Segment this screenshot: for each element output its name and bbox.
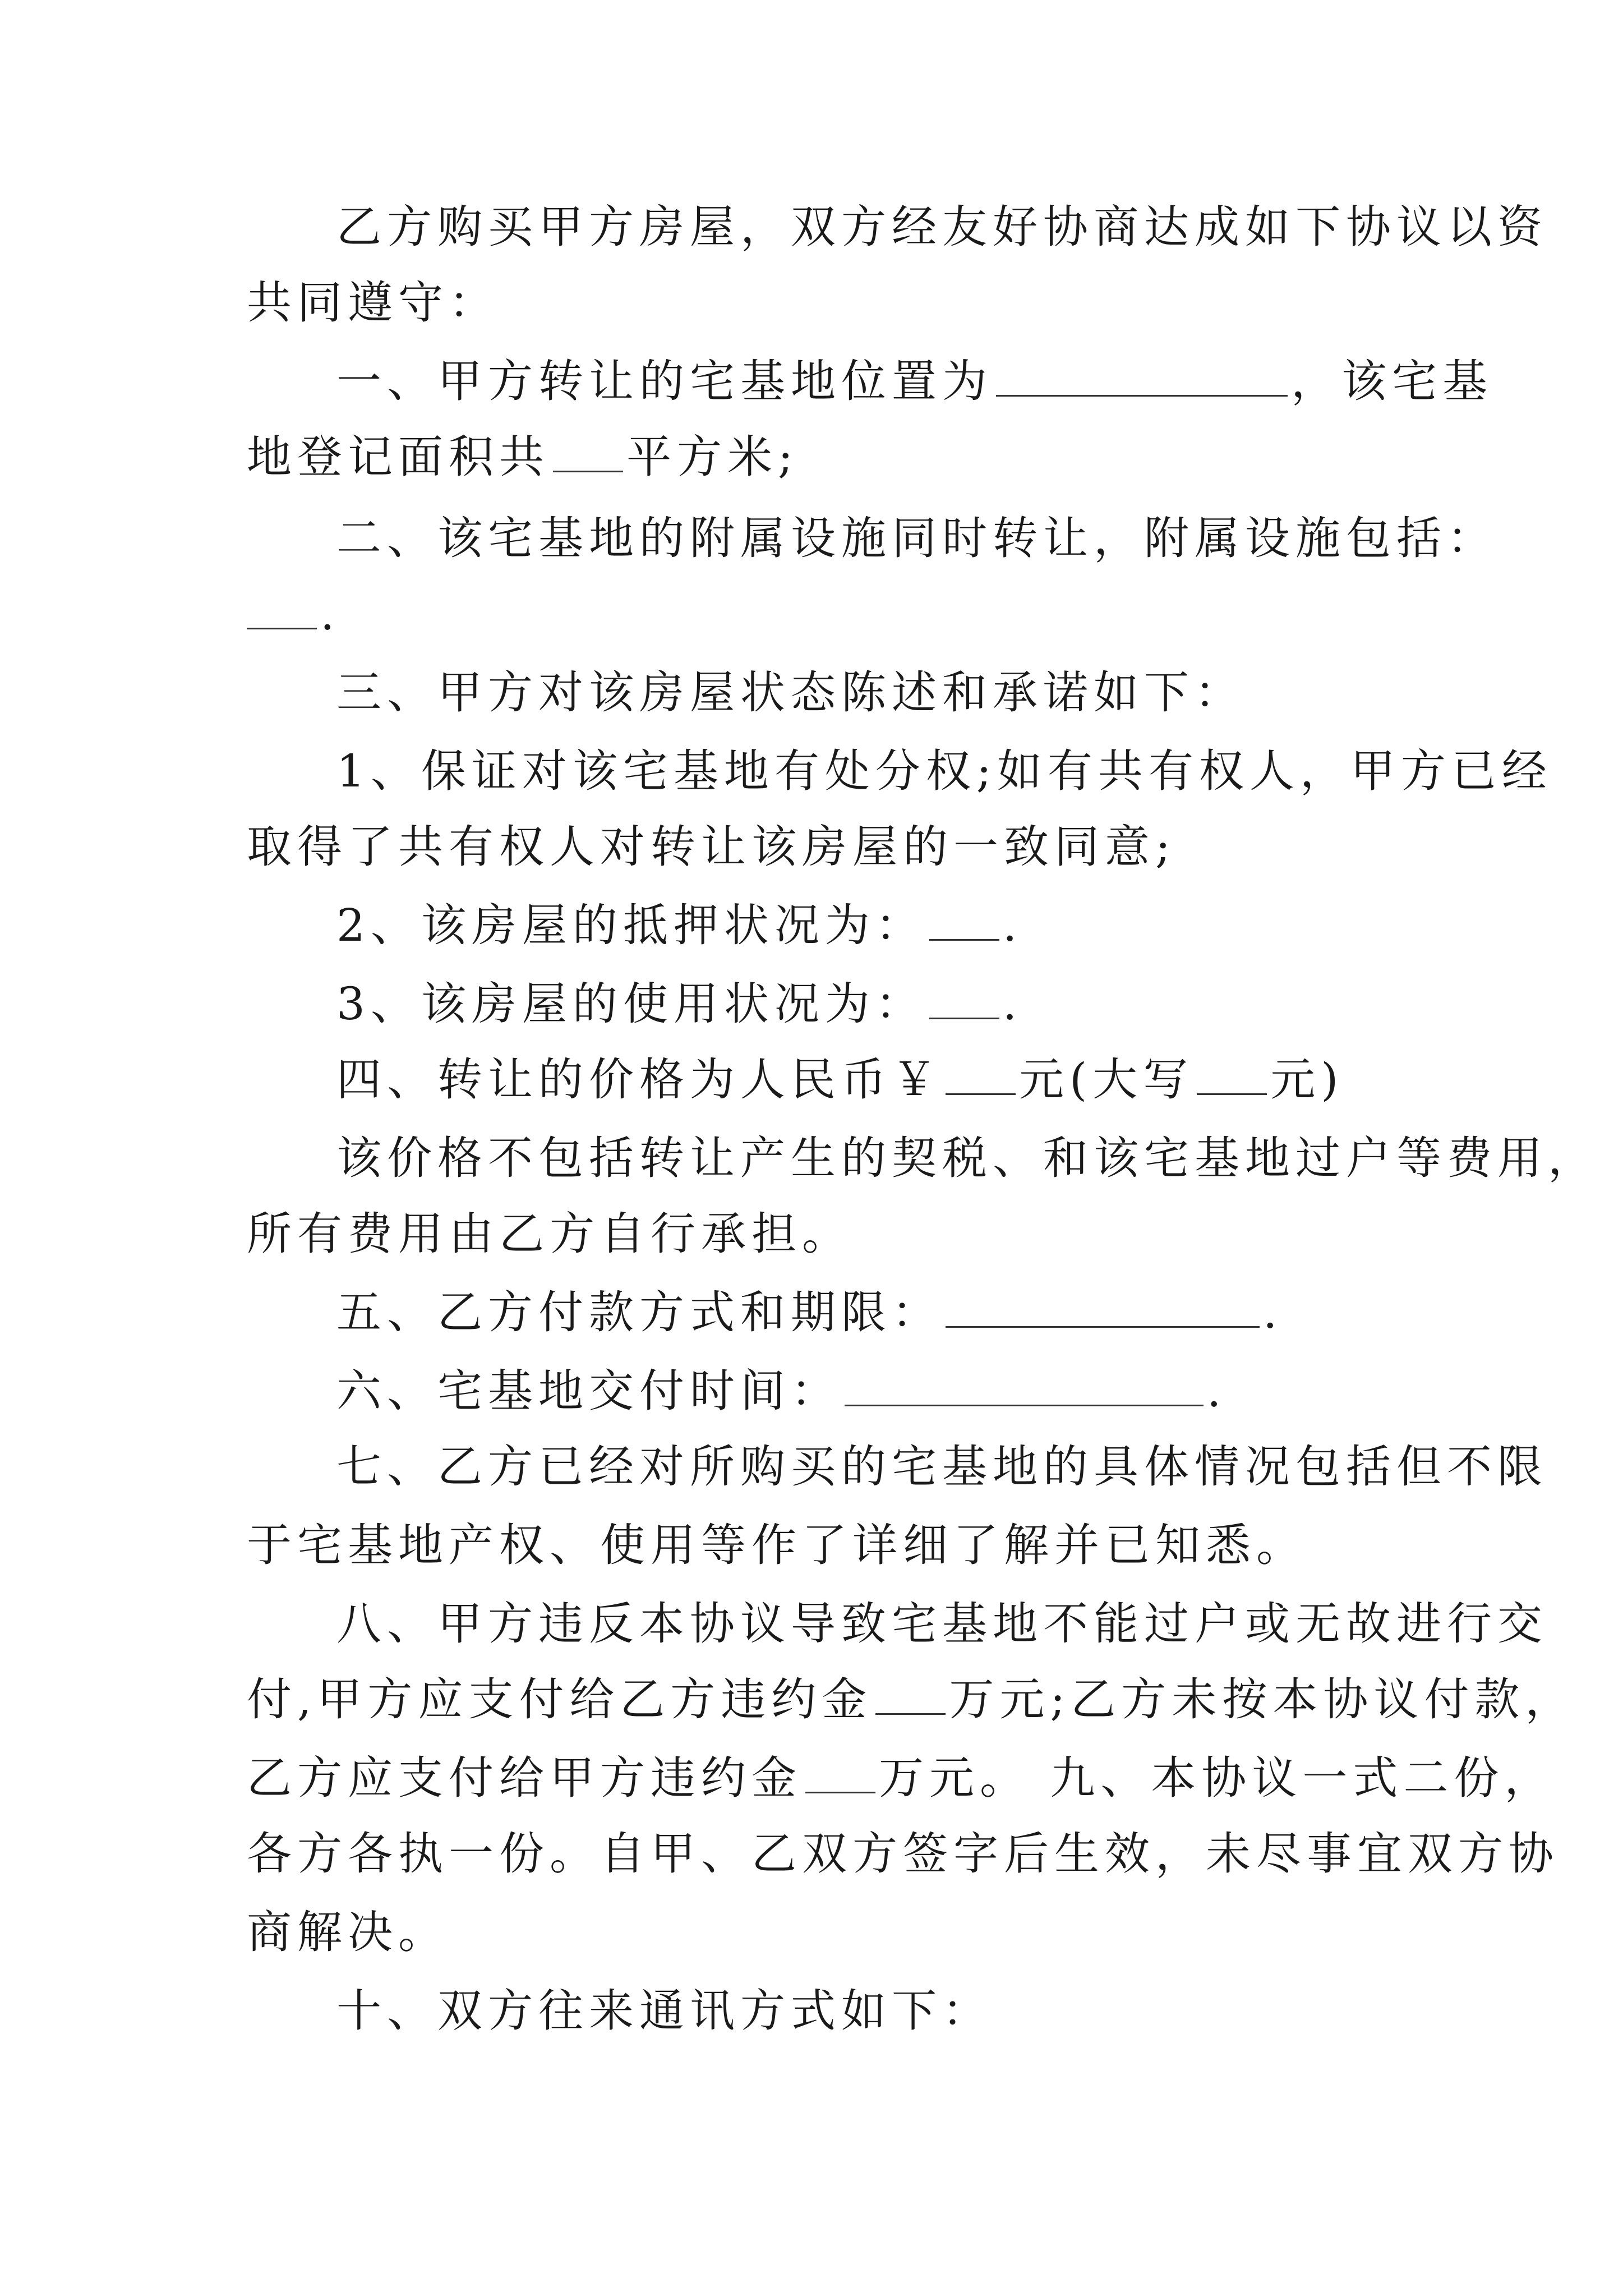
line-text: . — [1002, 978, 1023, 1030]
paragraph-line — [247, 1826, 1559, 1882]
line-text: 共同遵守： — [247, 277, 499, 329]
line-text: 商解决。 — [247, 1906, 449, 1958]
paragraph-line — [247, 1904, 449, 1961]
paragraph-line — [247, 743, 1552, 799]
line-text: 平方米; — [626, 431, 799, 483]
line-text: 1、保证对该宅基地有处分权;如有共有权人，甲方已经 — [336, 745, 1552, 797]
blank-area — [553, 436, 623, 472]
line-text: 2、该房屋的抵押状况为： — [336, 899, 926, 951]
paragraph-line — [247, 275, 499, 331]
line-text: . — [320, 588, 340, 640]
paragraph-line — [247, 665, 1245, 721]
blank-price — [946, 1059, 1016, 1095]
line-text: 四、转让的价格为人民币￥ — [336, 1053, 942, 1106]
paragraph-line — [247, 1439, 1548, 1495]
paragraph-line — [247, 510, 1497, 567]
paragraph-line — [247, 1750, 1555, 1806]
line-text: 七、乙方已经对所购买的宅基地的具体情况包括但不限 — [336, 1441, 1548, 1493]
blank-mortgage — [929, 904, 999, 941]
line-text: 五、乙方付款方式和期限： — [336, 1286, 942, 1338]
paragraph-line — [247, 586, 340, 642]
paragraph-line — [247, 1672, 1575, 1728]
line-text: 八、甲方违反本协议导致宅基地不能过户或无故进行交 — [336, 1598, 1548, 1650]
line-text: 十、双方往来通讯方式如下： — [336, 1985, 993, 2037]
line-text: ，该宅基 — [1291, 355, 1493, 407]
paragraph-line — [247, 1285, 1283, 1341]
line-text: 该价格不包括转让产生的契税、和该宅基地过户等费用， — [336, 1132, 1598, 1184]
line-text: . — [1263, 1286, 1283, 1338]
line-text: 3、该房屋的使用状况为： — [336, 978, 926, 1030]
line-text: 万元;乙方未按本协议付款， — [949, 1673, 1576, 1726]
line-text: 一、甲方转让的宅基地位置为 — [336, 355, 993, 407]
paragraph-line — [247, 199, 1548, 255]
line-text: 万元。 九、本协议一式二份， — [879, 1752, 1555, 1804]
blank-penalty-b — [805, 1757, 875, 1793]
line-text: 元(大写 — [1019, 1053, 1194, 1106]
line-text: . — [1002, 899, 1023, 951]
paragraph-line — [247, 976, 1022, 1032]
line-text: 于宅基地产权、使用等作了详细了解并已知悉。 — [247, 1519, 1307, 1571]
line-text: 各方各执一份。自甲、乙双方签字后生效，未尽事宜双方协 — [247, 1828, 1559, 1880]
line-text: 二、该宅基地的附属设施同时转让，附属设施包括： — [336, 512, 1497, 564]
line-text: 取得了共有权人对转让该房屋的一致同意; — [247, 821, 1176, 873]
paragraph-line — [247, 1596, 1548, 1652]
line-text: 所有费用由乙方自行承担。 — [247, 1208, 852, 1260]
paragraph-line — [247, 1206, 852, 1262]
paragraph-line — [247, 353, 1493, 409]
line-text: . — [1207, 1365, 1227, 1417]
line-text: 地登记面积共 — [247, 431, 550, 483]
paragraph-line — [247, 1130, 1598, 1186]
paragraph-line — [247, 1052, 1344, 1108]
paragraph-line — [247, 898, 1022, 954]
paragraph-line — [247, 819, 1176, 875]
blank-facilities — [247, 593, 317, 629]
line-text: 元) — [1270, 1053, 1344, 1106]
blank-price-words — [1197, 1059, 1267, 1095]
line-text: 三、甲方对该房屋状态陈述和承诺如下： — [336, 666, 1245, 719]
blank-payment — [946, 1291, 1260, 1328]
paragraph-line — [247, 429, 799, 485]
line-text: 付,甲方应支付给乙方违约金 — [247, 1673, 873, 1726]
blank-location — [996, 360, 1288, 397]
blank-delivery-time — [845, 1370, 1204, 1406]
line-text: 六、宅基地交付时间： — [336, 1365, 841, 1417]
paragraph-line — [247, 1517, 1307, 1573]
paragraph-line — [247, 1363, 1227, 1419]
line-text: 乙方购买甲方房屋，双方经友好协商达成如下协议以资 — [336, 201, 1548, 253]
paragraph-line — [247, 1983, 993, 2039]
line-text: 乙方应支付给甲方违约金 — [247, 1752, 802, 1804]
blank-usage — [929, 983, 999, 1019]
blank-penalty-a — [875, 1678, 946, 1715]
